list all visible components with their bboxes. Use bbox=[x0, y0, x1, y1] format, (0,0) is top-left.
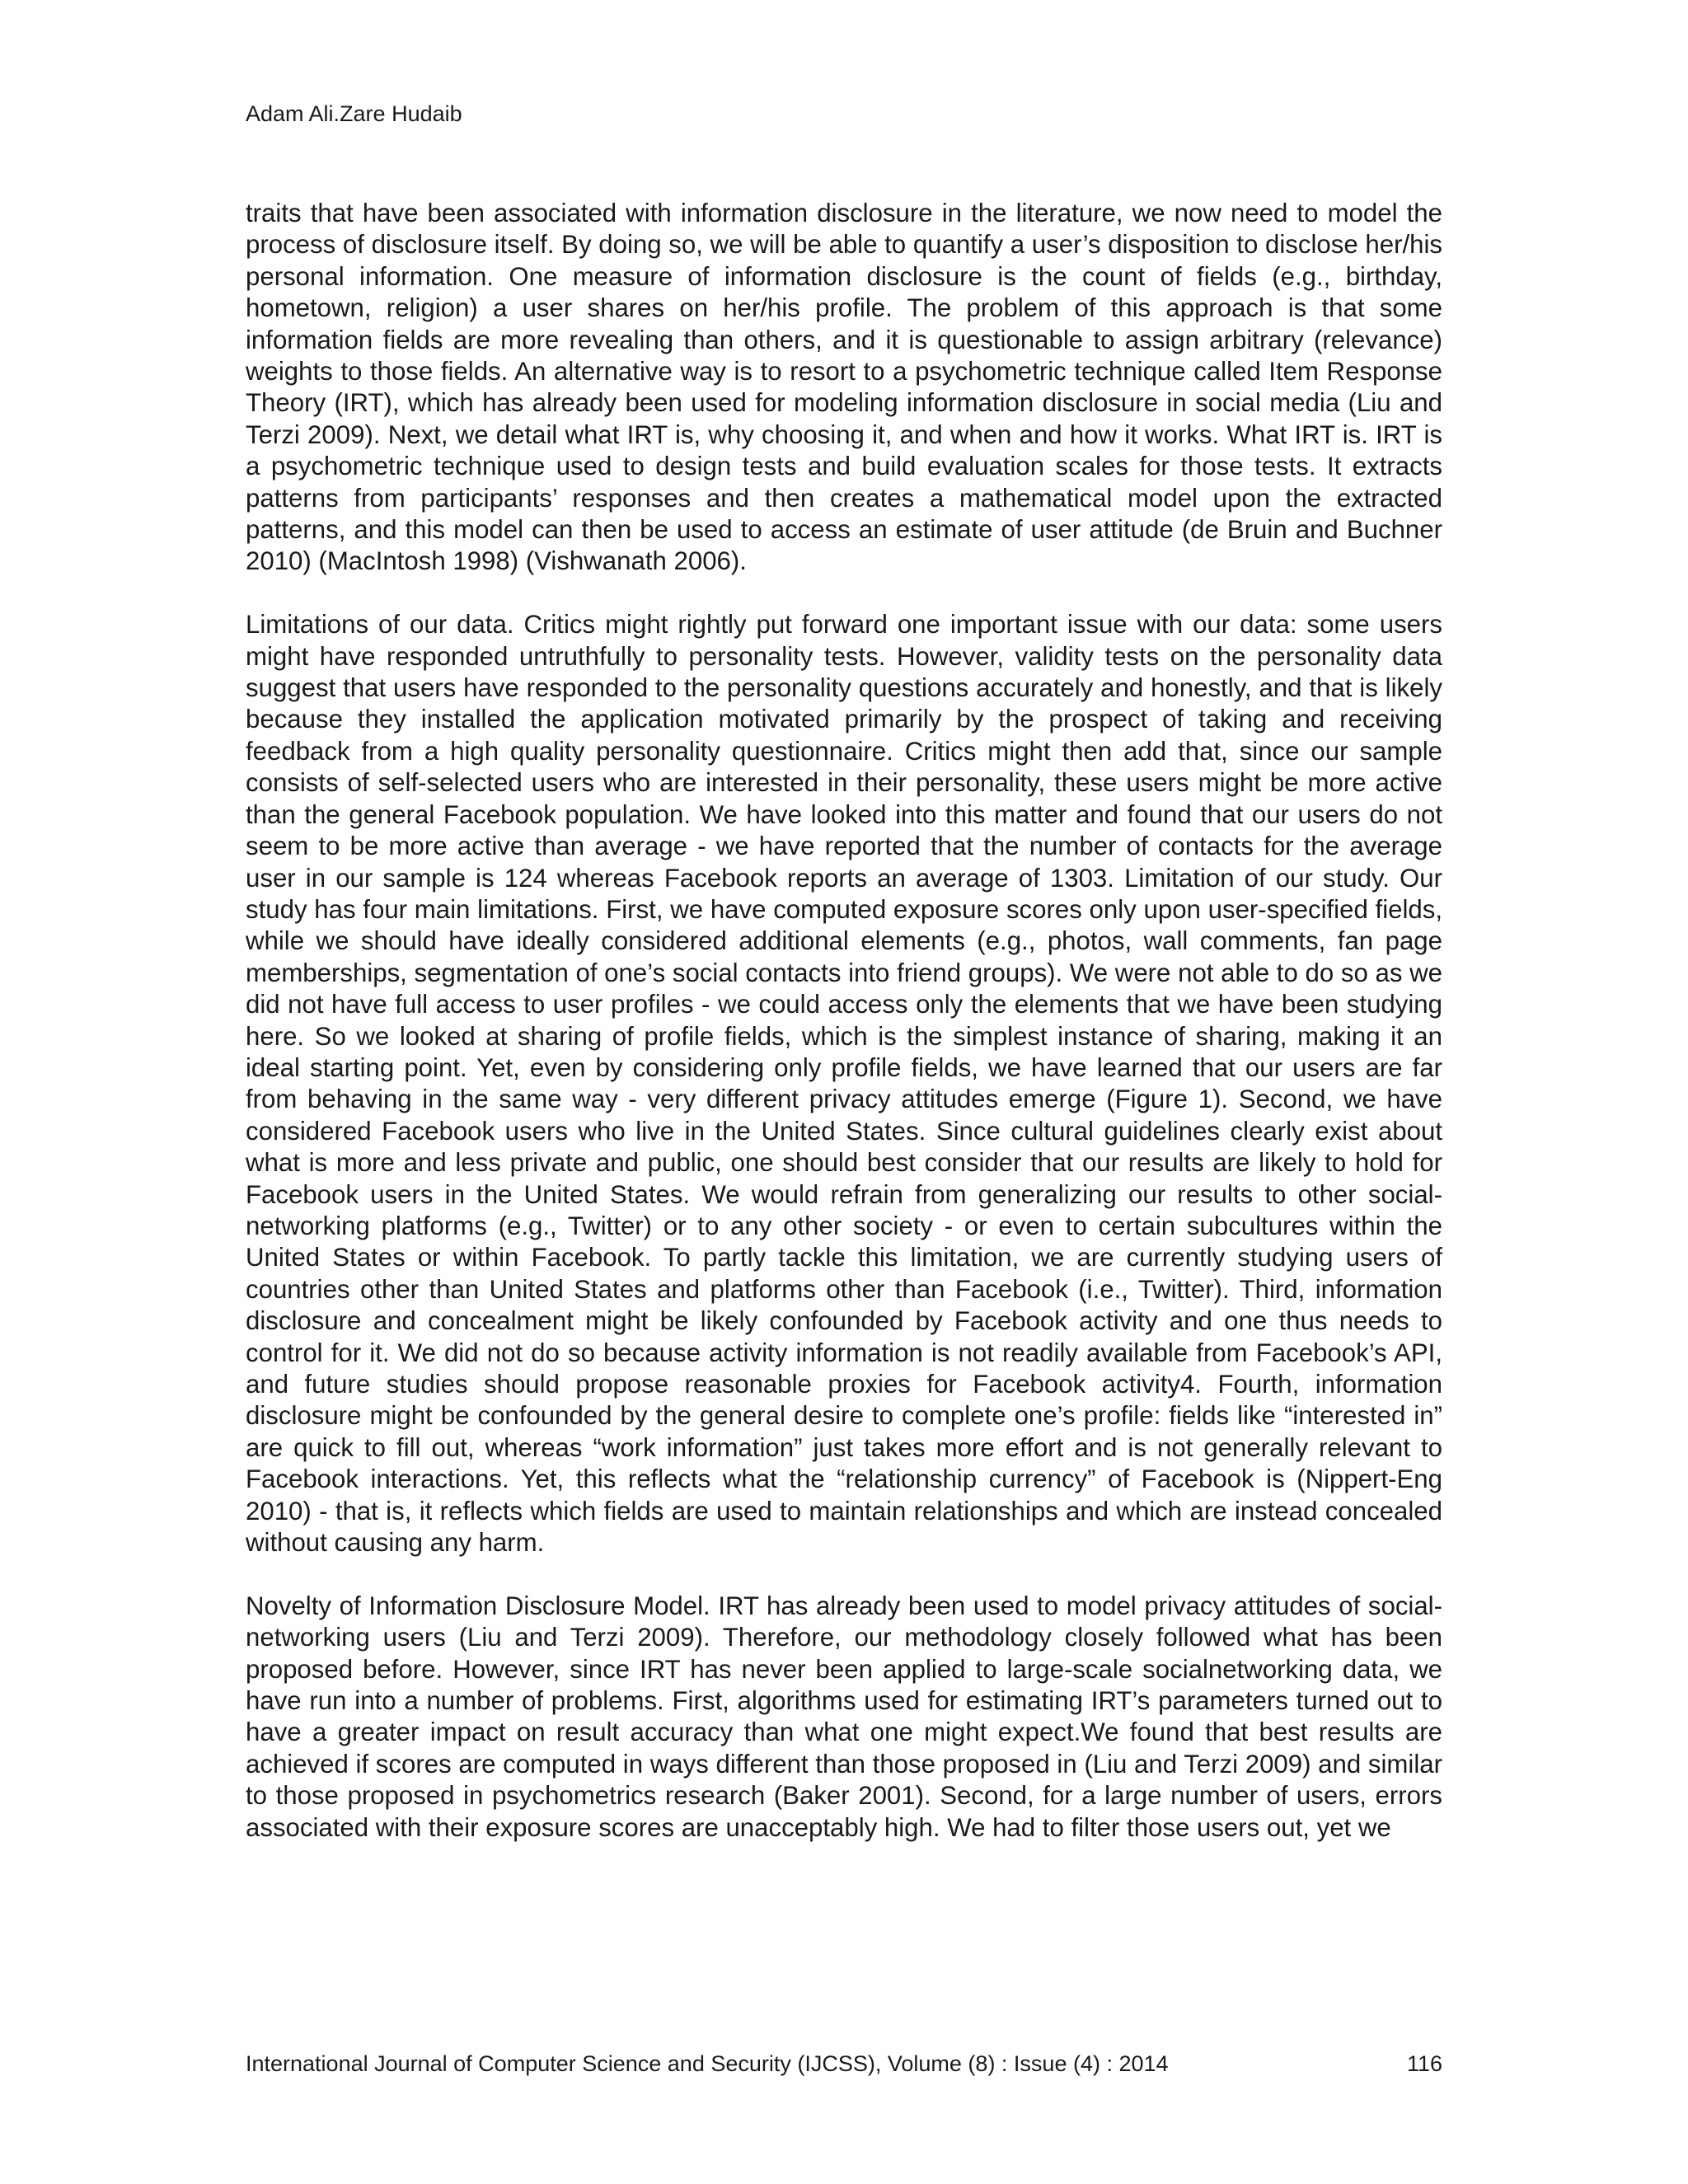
body-text bbox=[246, 198, 1442, 1844]
paragraph-irt-model: traits that have been associated with information disclosure in the literature, we now need to model the process of disclosure itself. By doing so, we will be able to quantify a user’s disposition to disclose her/his personal information. One measure of information disclosure is the count of fields (e.g., birthday, hometown, religion) a user shares on her/his profile. The problem of this approach is that some information fields are more revealing than others, and it is questionable to assign arbitrary (relevance) weights to those fields. An alternative way is to resort to a psychometric technique called Item Response Theory (IRT), which has already been used for modeling information disclosure in social media (Liu and Terzi 2009). Next, we detail what IRT is, why choosing it, and when and how it works. What IRT is. IRT is a psychometric technique used to design tests and build evaluation scales for those tests. It extracts patterns from participants’ responses and then creates a mathematical model upon the extracted patterns, and this model can then be used to access an estimate of user attitude (de Bruin and Buchner 2010) (MacIntosh 1998) (Vishwanath 2006). bbox=[246, 199, 1442, 576]
footer-journal-citation: International Journal of Computer Science and Security (IJCSS), Volume (8) : Issue (4) : 2014 bbox=[246, 2051, 1169, 2076]
running-header-author: Adam Ali.Zare Hudaib bbox=[246, 101, 462, 126]
page-number: 116 bbox=[1406, 2051, 1442, 2076]
paragraph-novelty: Novelty of Information Disclosure Model. IRT has already been used to model privacy attitudes of social-networking users (Liu and Terzi 2009). Therefore, our methodology closely followed what has been proposed before. However, since IRT has never been applied to large-scale socialnetworking data, we have run into a number of problems. First, algorithms used for estimating IRT’s parameters turned out to have a greater impact on result accuracy than what one might expect.We found that best results are achieved if scores are computed in ways different than those proposed in (Liu and Terzi 2009) and similar to those proposed in psychometrics research (Baker 2001). Second, for a large number of users, errors associated with their exposure scores are unacceptably high. We had to filter those users out, yet we bbox=[246, 1591, 1442, 1842]
paragraph-limitations: Limitations of our data. Critics might rightly put forward one important issue with our data: some users might have responded untruthfully to personality tests. However, validity tests on the personality data suggest that users have responded to the personality questions accurately and honestly, and that is likely because they installed the application motivated primarily by the prospect of taking and receiving feedback from a high quality personality questionnaire. Critics might then add that, since our sample consists of self-selected users who are interested in their personality, these users might be more active than the general Facebook population. We have looked into this matter and found that our users do not seem to be more active than average - we have reported that the number of contacts for the average user in our sample is 124 whereas Facebook reports an average of 1303. Limitation of our study. Our study has four main limitations. First, we have computed exposure scores only upon user-specified fields, while we should have ideally considered additional elements (e.g., photos, wall comments, fan page memberships, segmentation of one’s social contacts into friend groups). We were not able to do so as we did not have full access to user profiles - we could access only the elements that we have been studying here. So we looked at sharing of profile fields, which is the simplest instance of sharing, making it an ideal starting point. Yet, even by considering only profile fields, we have learned that our users are far from behaving in the same way - very different privacy attitudes emerge (Figure 1). Second, we have considered Facebook users who live in the United States. Since cultural guidelines clearly exist about what is more and less private and public, one should best consider that our results are likely to hold for Facebook users in the United States. We would refrain from generalizing our results to other social-networking platforms (e.g., Twitter) or to any other society - or even to certain subcultures within the United States or within Facebook. To partly tackle this limitation, we are currently studying users of countries other than United States and platforms other than Facebook (i.e., Twitter). Third, information disclosure and concealment might be likely confounded by Facebook activity and one thus needs to control for it. We did not do so because activity information is not readily available from Facebook’s API, and future studies should propose reasonable proxies for Facebook activity4. Fourth, information disclosure might be confounded by the general desire to complete one’s profile: fields like “interested in” are quick to fill out, whereas “work information” just takes more effort and is not generally relevant to Facebook interactions. Yet, this reflects what the “relationship currency” of Facebook is (Nippert-Eng 2010) - that is, it reflects which fields are used to maintain relationships and which are instead concealed without causing any harm. bbox=[246, 610, 1442, 1558]
